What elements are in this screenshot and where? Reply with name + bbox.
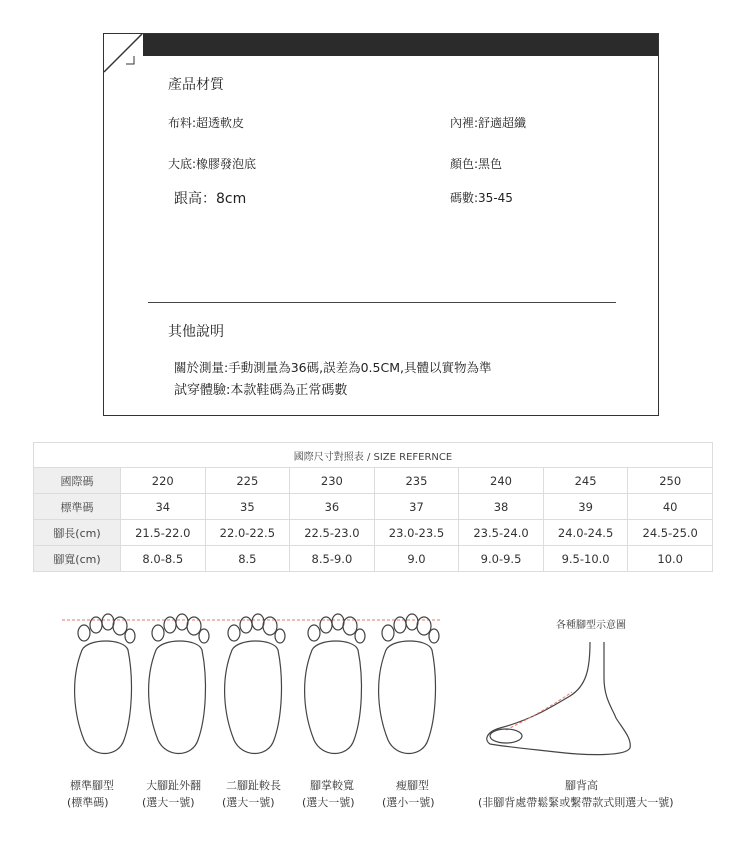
table-cell: 34 <box>121 494 206 520</box>
sole-spec: 大底:橡膠發泡底 <box>168 157 257 171</box>
table-cell: 21.5-22.0 <box>121 520 206 546</box>
foot-type-name: 腳掌較寬 <box>310 779 354 792</box>
notes-title: 其他說明 <box>168 324 224 340</box>
table-cell: 8.5 <box>205 546 290 572</box>
instep-name: 腳背高 <box>565 779 598 792</box>
card-header-bar <box>143 34 658 56</box>
table-cell: 39 <box>543 494 628 520</box>
foot-type-advice: (選小一號) <box>382 796 435 809</box>
fit-note: 試穿體驗:本款鞋碼為正常碼數 <box>174 383 348 398</box>
folded-corner-icon <box>104 34 144 74</box>
foot-type-advice: (標準碼) <box>67 796 109 809</box>
foot-type-name: 大腳趾外翻 <box>146 779 201 792</box>
table-cell: 8.5-9.0 <box>290 546 375 572</box>
table-cell: 23.0-23.5 <box>374 520 459 546</box>
table-cell: 8.0-8.5 <box>121 546 206 572</box>
table-cell: 37 <box>374 494 459 520</box>
bunion-foot-icon <box>149 614 209 754</box>
table-cell: 23.5-24.0 <box>459 520 544 546</box>
table-cell: 24.0-24.5 <box>543 520 628 546</box>
table-cell: 22.0-22.5 <box>205 520 290 546</box>
table-cell: 10.0 <box>628 546 713 572</box>
table-cell: 230 <box>290 468 375 494</box>
table-cell: 225 <box>205 468 290 494</box>
table-cell: 9.0-9.5 <box>459 546 544 572</box>
table-cell: 24.5-25.0 <box>628 520 713 546</box>
table-cell: 250 <box>628 468 713 494</box>
long-second-toe-foot-icon <box>225 614 285 754</box>
row-label: 標準碼 <box>34 494 121 520</box>
row-label: 腳寬(cm) <box>34 546 121 572</box>
color-spec: 顏色:黑色 <box>450 157 503 171</box>
foot-type-advice: (選大一號) <box>222 796 275 809</box>
table-row <box>34 494 713 520</box>
table-cell: 36 <box>290 494 375 520</box>
table-cell: 9.0 <box>374 546 459 572</box>
table-cell: 240 <box>459 468 544 494</box>
row-label: 國際碼 <box>34 468 121 494</box>
table-cell: 40 <box>628 494 713 520</box>
row-label: 腳長(cm) <box>34 520 121 546</box>
product-info-card <box>103 33 659 416</box>
narrow-foot-icon <box>379 614 439 754</box>
foot-type-name: 標準腳型 <box>70 779 114 792</box>
table-row <box>34 546 713 572</box>
wide-foot-icon <box>305 614 365 754</box>
foot-type-name: 二腳趾較長 <box>226 779 281 792</box>
table-cell: 9.5-10.0 <box>543 546 628 572</box>
table-cell: 220 <box>121 468 206 494</box>
table-cell: 245 <box>543 468 628 494</box>
table-cell: 235 <box>374 468 459 494</box>
table-row <box>34 468 713 494</box>
heel-spec: 跟高：8cm <box>174 191 247 207</box>
high-instep-foot-icon <box>487 642 630 755</box>
fabric-spec: 布料:超透軟皮 <box>168 116 245 130</box>
table-cell: 38 <box>459 494 544 520</box>
foot-types-section <box>0 600 750 853</box>
size-table-title: 國際尺寸對照表 / SIZE REFERNCE <box>34 443 713 468</box>
size-reference-table <box>33 442 713 572</box>
size-range-spec: 碼數:35-45 <box>450 191 513 205</box>
foot-outlines-illustration <box>0 600 750 853</box>
foot-type-advice: (選大一號) <box>142 796 195 809</box>
instep-advice: (非腳背處帶鬆緊或繫帶款式則選大一號) <box>478 796 674 809</box>
table-cell: 22.5-23.0 <box>290 520 375 546</box>
materials-title: 產品材質 <box>168 77 224 93</box>
measure-note: 關於測量:手動測量為36碼,誤差為0.5CM,具體以實物為準 <box>174 360 492 375</box>
table-row <box>34 520 713 546</box>
standard-foot-icon <box>75 614 135 754</box>
table-cell: 35 <box>205 494 290 520</box>
foot-type-advice: (選大一號) <box>302 796 355 809</box>
foot-types-title: 各種腳型示意圖 <box>556 620 626 631</box>
foot-type-name: 瘦腳型 <box>396 779 429 792</box>
divider <box>148 302 616 303</box>
lining-spec: 內裡:舒適超纖 <box>450 116 527 130</box>
